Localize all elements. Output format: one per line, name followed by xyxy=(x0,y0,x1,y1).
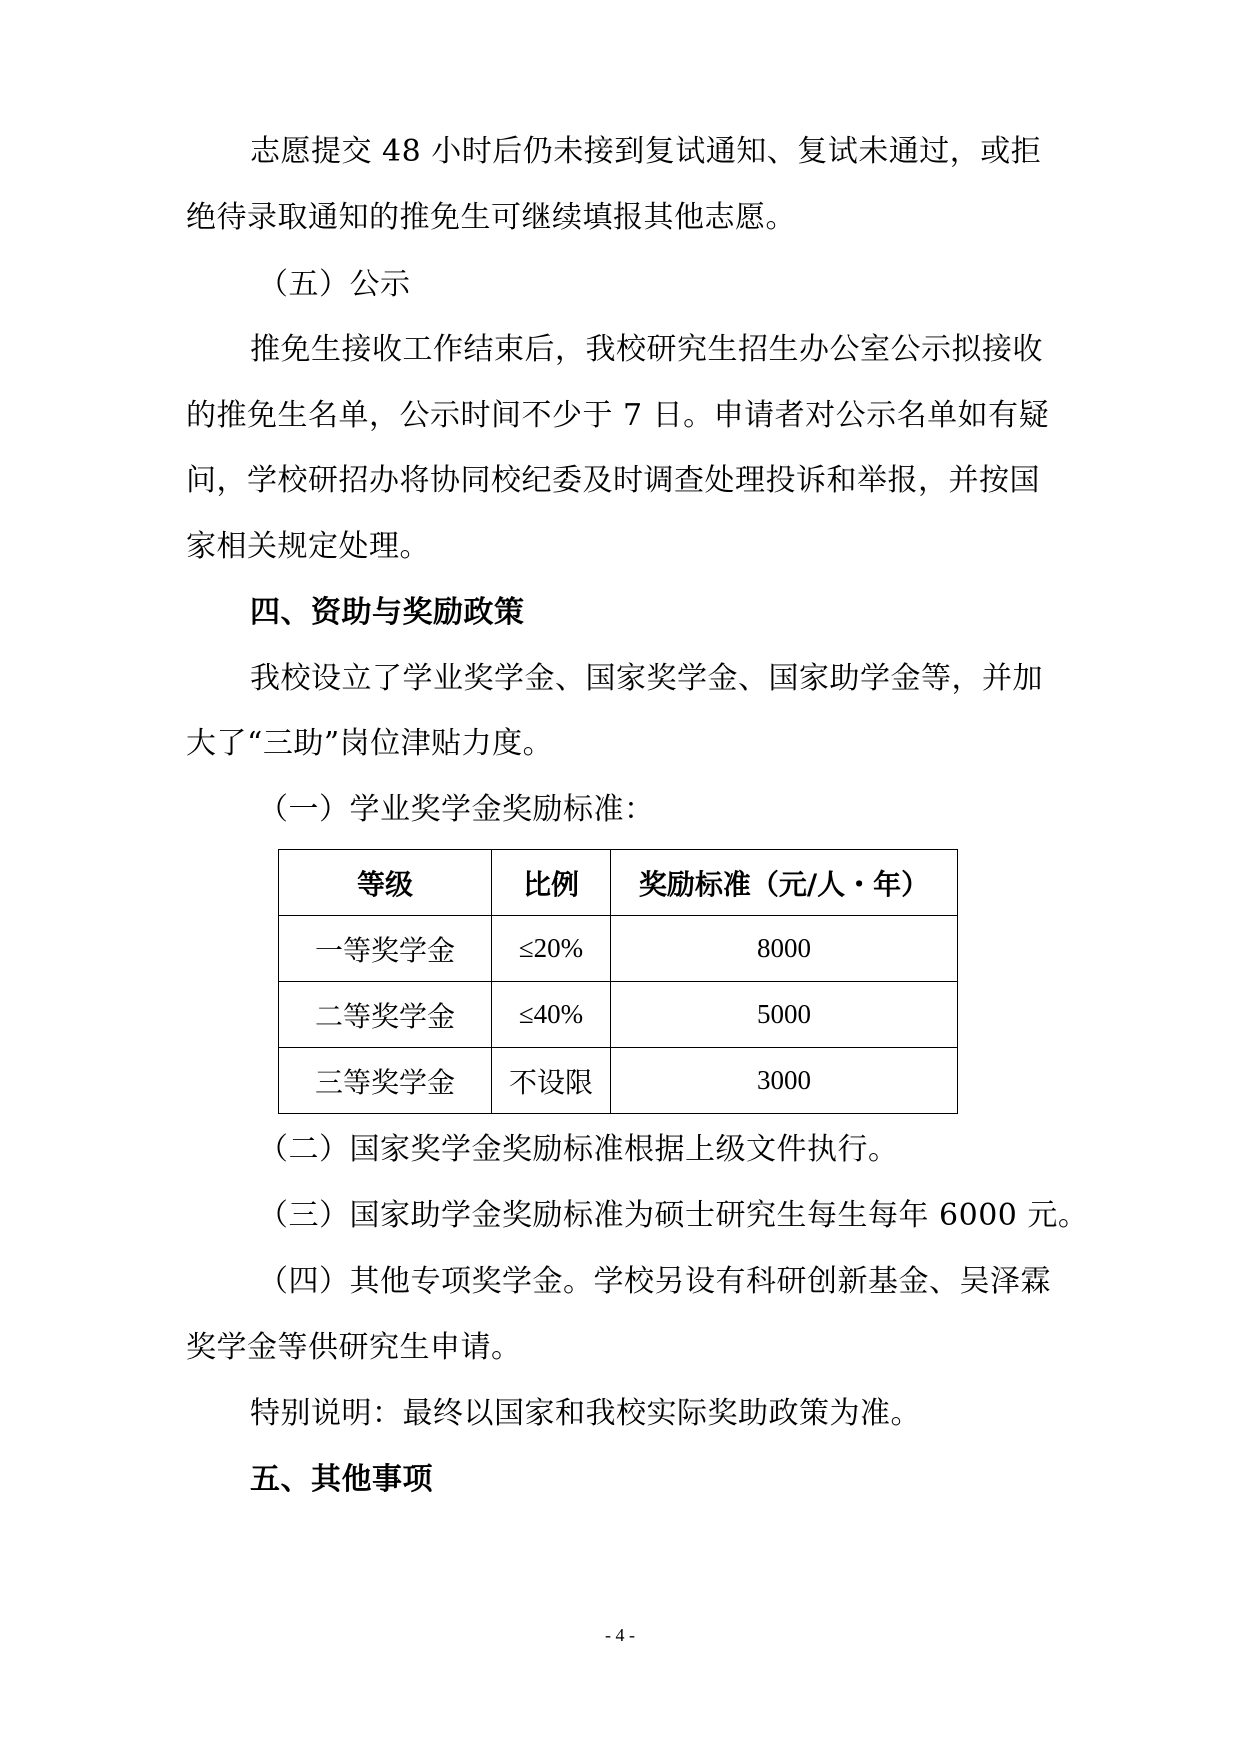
note-line: 特别说明：最终以国家和我校实际奖助政策为准。 xyxy=(250,1396,921,1431)
scholarship-table xyxy=(278,849,958,1114)
header-grade: 等级 xyxy=(279,850,492,916)
amount-cell: 5000 xyxy=(611,982,958,1048)
paragraph-line: 的推免生名单，公示时间不少于 7 日。申请者对公示名单如有疑 xyxy=(186,398,1050,433)
paragraph-line: 绝待录取通知的推免生可继续填报其他志愿。 xyxy=(186,200,796,235)
subsection-title: （五）公示 xyxy=(258,267,411,302)
ratio-cell: ≤20% xyxy=(492,916,611,982)
paragraph-line: 推免生接收工作结束后，我校研究生招生办公室公示拟接收 xyxy=(250,332,1043,367)
header-standard: 奖励标准（元/人・年） xyxy=(611,850,958,916)
amount-cell: 8000 xyxy=(611,916,958,982)
subsection-title: （一）学业奖学金奖励标准： xyxy=(258,792,655,827)
section-heading: 五、其他事项 xyxy=(250,1462,433,1497)
grade-cell: 三等奖学金 xyxy=(279,1048,492,1114)
paragraph-line: （四）其他专项奖学金。学校另设有科研创新基金、吴泽霖 xyxy=(258,1264,1051,1299)
amount-cell: 3000 xyxy=(611,1048,958,1114)
paragraph-line: 大了“三助”岗位津贴力度。 xyxy=(186,726,554,761)
grade-cell: 二等奖学金 xyxy=(279,982,492,1048)
ratio-cell: ≤40% xyxy=(492,982,611,1048)
paragraph-line: 家相关规定处理。 xyxy=(186,529,430,564)
header-ratio: 比例 xyxy=(492,850,611,916)
table-header-row xyxy=(279,850,958,916)
paragraph-line: （三）国家助学金奖励标准为硕士研究生每生每年 6000 元。 xyxy=(258,1198,1089,1233)
paragraph-line: 奖学金等供研究生申请。 xyxy=(186,1330,522,1365)
paragraph-line: 我校设立了学业奖学金、国家奖学金、国家助学金等，并加 xyxy=(250,661,1043,696)
page-number: - 4 - xyxy=(605,1625,635,1645)
table-row xyxy=(279,916,958,982)
paragraph-line: （二）国家奖学金奖励标准根据上级文件执行。 xyxy=(258,1132,899,1167)
table-row xyxy=(279,982,958,1048)
table-row xyxy=(279,1048,958,1114)
section-heading: 四、资助与奖励政策 xyxy=(250,595,525,630)
ratio-cell: 不设限 xyxy=(492,1048,611,1114)
paragraph-line: 志愿提交 48 小时后仍未接到复试通知、复试未通过，或拒 xyxy=(250,134,1042,169)
paragraph-line: 问，学校研招办将协同校纪委及时调查处理投诉和举报，并按国 xyxy=(186,463,1040,498)
grade-cell: 一等奖学金 xyxy=(279,916,492,982)
